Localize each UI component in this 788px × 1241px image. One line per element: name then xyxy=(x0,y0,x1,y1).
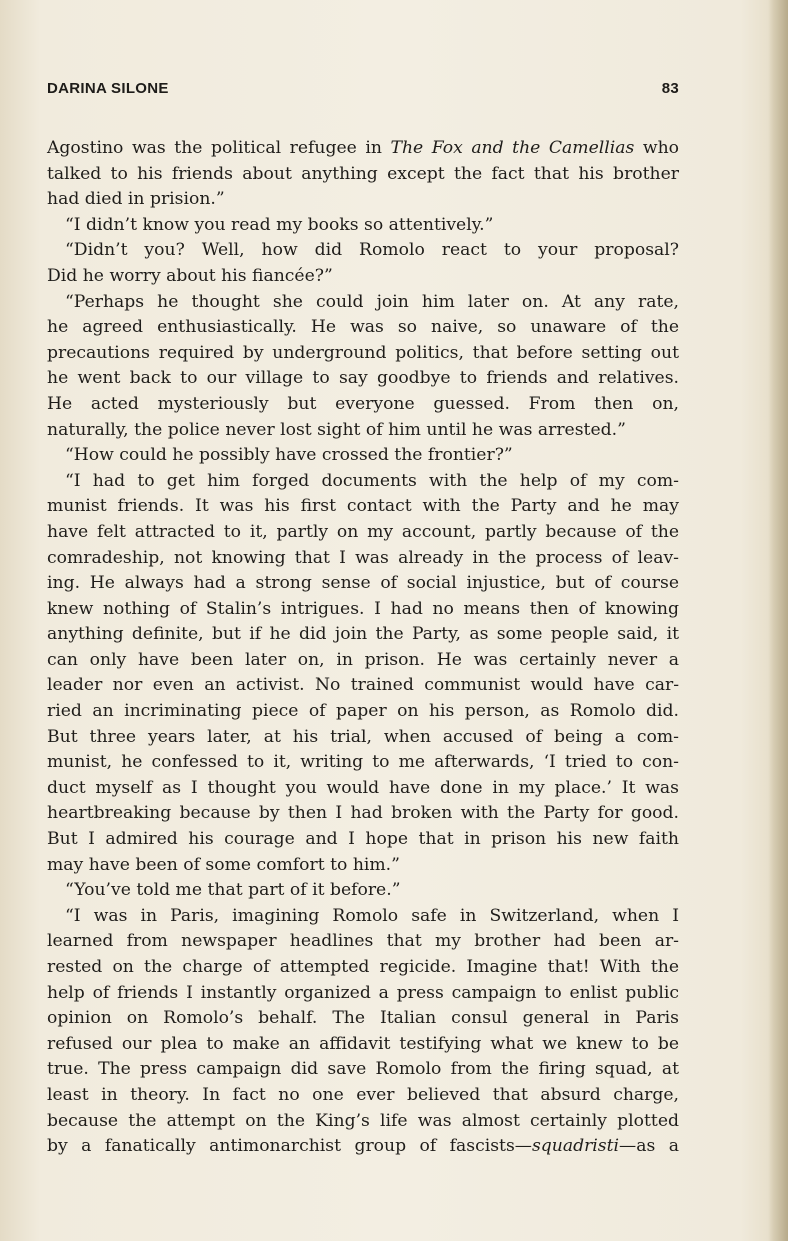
text-line: help of friends I instantly organized a press campaign to enlist public xyxy=(47,982,679,1003)
running-title: DARINA SILONE xyxy=(47,80,169,97)
text-line: “You’ve told me that part of it before.” xyxy=(65,880,401,901)
text-line: had died in prision.” xyxy=(47,189,225,210)
body-text xyxy=(47,136,679,1160)
text-line: “Perhaps he thought she could join him later on. At any rate, xyxy=(65,291,679,312)
text-line: may have been of some comfort to him.” xyxy=(47,854,400,875)
text-line: comradeship, not knowing that I was already in the process of leav- xyxy=(47,547,679,568)
text-line: But I admired his courage and I hope that in prison his new faith xyxy=(47,829,679,850)
text-line: have felt attracted to it, partly on my account, partly because of the xyxy=(47,521,679,542)
text-line: duct myself as I thought you would have done in my place.’ It was xyxy=(47,777,679,798)
text-line: ing. He always had a strong sense of social injustice, but of course xyxy=(47,573,679,594)
text-line: true. The press campaign did save Romolo from the firing squad, at xyxy=(47,1059,679,1080)
text-line: ried an incriminating piece of paper on his person, as Romolo did. xyxy=(47,701,679,722)
book-spine-edge xyxy=(774,0,788,1241)
text-line: “I was in Paris, imagining Romolo safe in Switzerland, when I xyxy=(65,905,679,926)
text-line: least in theory. In fact no one ever believed that absurd charge, xyxy=(47,1084,679,1105)
text-line: Did he worry about his fiancée?” xyxy=(47,265,333,286)
text-line: he agreed enthusiastically. He was so naive, so unaware of the xyxy=(47,317,679,338)
text-line: knew nothing of Stalin’s intrigues. I had no means then of knowing xyxy=(47,598,679,619)
italic-text: The Fox and the Camellias xyxy=(390,138,635,158)
text-line: leader nor even an activist. No trained communist would have car- xyxy=(47,675,679,696)
text-line: refused our plea to make an affidavit testifying what we knew to be xyxy=(47,1033,679,1054)
text-line: by a fanatically antimonarchist group of fascists—squadristi—as a xyxy=(47,1136,679,1157)
text-line: Agostino was the political refugee in The Fox and the Camellias who xyxy=(47,138,679,158)
text-line: because the attempt on the King’s life was almost certainly plotted xyxy=(47,1110,679,1131)
text-line: talked to his friends about anything except the fact that his brother xyxy=(47,163,679,184)
page-number: 83 xyxy=(661,80,679,97)
text-line: can only have been later on, in prison. He was certainly never a xyxy=(47,649,679,670)
text-line: munist, he confessed to it, writing to me afterwards, ‘I tried to con- xyxy=(47,752,679,773)
italic-text: squadristi xyxy=(531,1136,620,1157)
text-line: heartbreaking because by then I had broken with the Party for good. xyxy=(47,803,679,824)
text-line: learned from newspaper headlines that my brother had been ar- xyxy=(47,931,679,952)
text-line: anything definite, but if he did join the Party, as some people said, it xyxy=(47,624,679,645)
text-line: he went back to our village to say goodbye to friends and relatives. xyxy=(47,368,679,389)
text-line: opinion on Romolo’s behalf. The Italian consul general in Paris xyxy=(47,1008,679,1029)
text-line: But three years later, at his trial, when accused of being a com- xyxy=(47,726,679,747)
text-line: “How could he possibly have crossed the frontier?” xyxy=(65,445,513,466)
text-line: naturally, the police never lost sight of him until he was arrested.” xyxy=(47,419,626,440)
text-line: rested on the charge of attempted regicide. Imagine that! With the xyxy=(47,957,679,977)
text-line: “I had to get him forged documents with the help of my com- xyxy=(65,470,679,491)
text-line: precautions required by underground politics, that before setting out xyxy=(47,342,679,363)
text-line: munist friends. It was his first contact with the Party and he may xyxy=(47,496,679,517)
text-line: He acted mysteriously but everyone guessed. From then on, xyxy=(47,393,679,414)
text-line: “Didn’t you? Well, how did Romolo react to your proposal? xyxy=(65,240,679,261)
text-line: “I didn’t know you read my books so attentively.” xyxy=(65,214,494,235)
